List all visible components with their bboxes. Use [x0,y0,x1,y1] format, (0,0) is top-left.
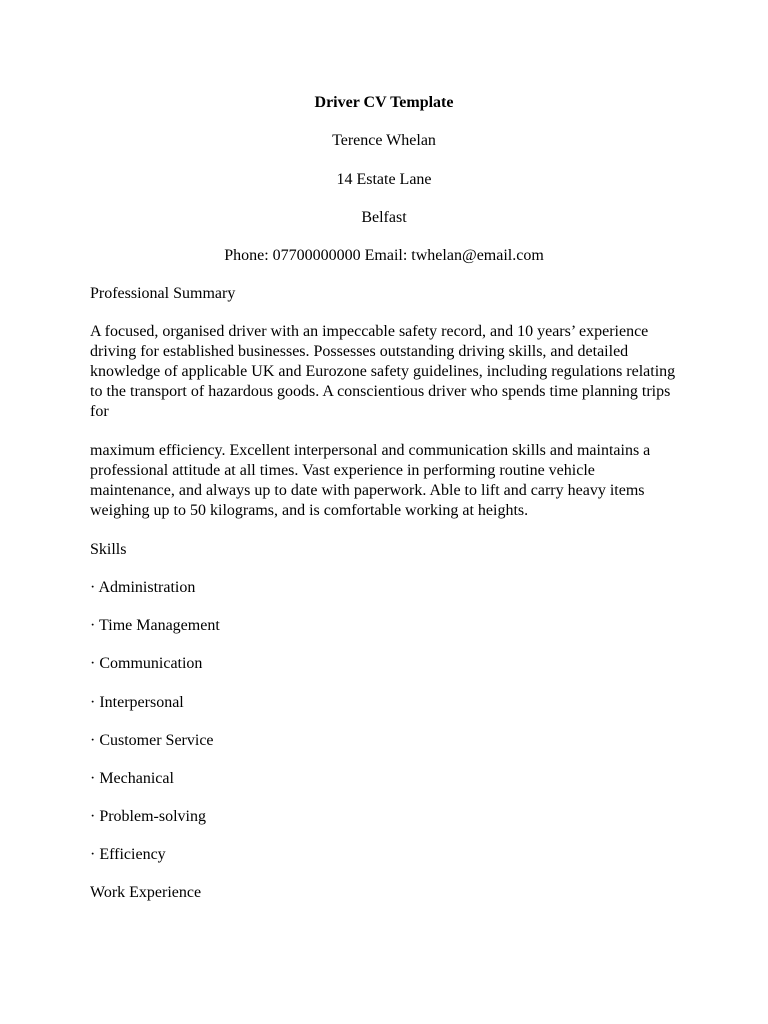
candidate-name: Terence Whelan [332,132,436,149]
skill-item: · Efficiency [90,846,166,863]
summary-heading: Professional Summary [90,285,236,302]
work-experience-heading: Work Experience [90,884,202,901]
summary-paragraph-1: A focused, organised driver with an impeccable safety record, and 10 years’ experience driving for established businesses. Possesses outstanding driving skills, and detailed knowledge of applicable UK and Eurozone safety guidelines, including regulations relating to the transport of hazardous goods. A conscientious driver who spends time planning trips for [90,323,676,420]
address-line-1: 14 Estate Lane [336,171,432,188]
skill-item: · Problem-solving [90,808,206,825]
skill-item: · Time Management [90,617,220,634]
skills-heading: Skills [90,541,127,558]
summary-paragraph-2: maximum efficiency. Excellent interpersonal and communication skills and maintains a professional attitude at all times. Vast experience in performing routine vehicle maintenance, and always up to date with paperwork. Able to lift and carry heavy items weighing up to 50 kilograms, and is comfortable working at heights. [90,442,651,519]
document-title: Driver CV Template [314,94,454,111]
skill-item: · Communication [90,655,203,672]
skill-item: · Customer Service [90,732,214,749]
skill-item: · Administration [90,579,196,596]
contact-details: Phone: 07700000000 Email: twhelan@email.com [224,247,544,264]
skill-item: · Mechanical [90,770,174,787]
address-line-2: Belfast [361,209,407,226]
skill-item: · Interpersonal [90,694,184,711]
